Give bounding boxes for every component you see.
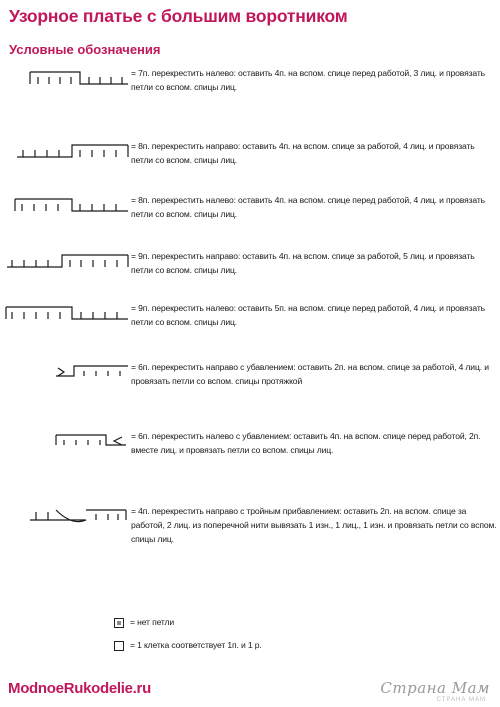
legend-no-stitch: = нет петли — [130, 617, 175, 627]
page-title: Узорное платье с большим воротником — [9, 6, 348, 26]
cable-4-right-increase-symbol — [0, 504, 130, 534]
legend-heading: Условные обозначения — [9, 42, 161, 57]
symbol-description: = 7п. перекрестить налево: оставить 4п. на вспом. спице перед работой, 3 лиц. и провязать петли со вспом. спицы лиц. — [131, 68, 485, 92]
cable-8-left-symbol — [0, 193, 130, 223]
brand-domain: .ru — [132, 680, 151, 697]
symbol-description: = 9п. перекрестить налево: оставить 5п. на вспом. спице перед работой, 4 лиц. и провязать петли со вспом. спицы лиц. — [131, 303, 485, 327]
watermark-sub: СТРАНА МАМ — [436, 697, 486, 703]
cable-7-left-symbol — [0, 66, 130, 96]
symbol-description: = 9п. перекрестить направо: оставить 4п. на вспом. спице за работой, 5 лиц. и провязать петли со вспом. спицы лиц. — [131, 251, 475, 275]
symbol-description: = 4п. перекрестить направо с тройным прибавлением: оставить 2п. на вспом. спице за работой, 2 лиц. из поперечной нити вывязать 1 изн., 1 лиц., 1 изн. и провязать петли со вспом. спицы лиц. — [131, 506, 497, 544]
symbol-description: = 8п. перекрестить налево: оставить 4п. на вспом. спице перед работой, 4 лиц. и провязать петли со вспом. спицы лиц. — [131, 195, 485, 219]
brand-logo — [8, 680, 151, 697]
no-stitch-swatch — [114, 618, 124, 628]
cable-6-right-decrease-symbol — [0, 360, 130, 390]
cable-9-right-symbol — [0, 249, 130, 279]
watermark: Страна Мам — [380, 679, 490, 697]
cable-8-right-symbol — [0, 139, 130, 169]
legend-cell: = 1 клетка соответствует 1п. и 1 р. — [130, 640, 262, 650]
symbol-description: = 8п. перекрестить направо: оставить 4п. на вспом. спице за работой, 4 лиц. и провязать петли со вспом. спицы лиц. — [131, 141, 475, 165]
cell-swatch — [114, 641, 124, 651]
symbol-description: = 6п. перекрестить направо с убавлением: оставить 2п. на вспом. спице за работой, 4 лиц. и провязать петли со вспом. спицы протяжкой — [131, 362, 489, 386]
cable-9-left-symbol — [0, 301, 130, 331]
symbol-description: = 6п. перекрестить налево с убавлением: оставить 4п. на вспом. спице перед работой, 2п. вместе лиц. и провязать петли со вспом. спицы лиц. — [131, 431, 481, 455]
brand-name: ModnoeRukodelie — [8, 680, 133, 697]
cable-6-left-decrease-symbol — [0, 429, 130, 459]
